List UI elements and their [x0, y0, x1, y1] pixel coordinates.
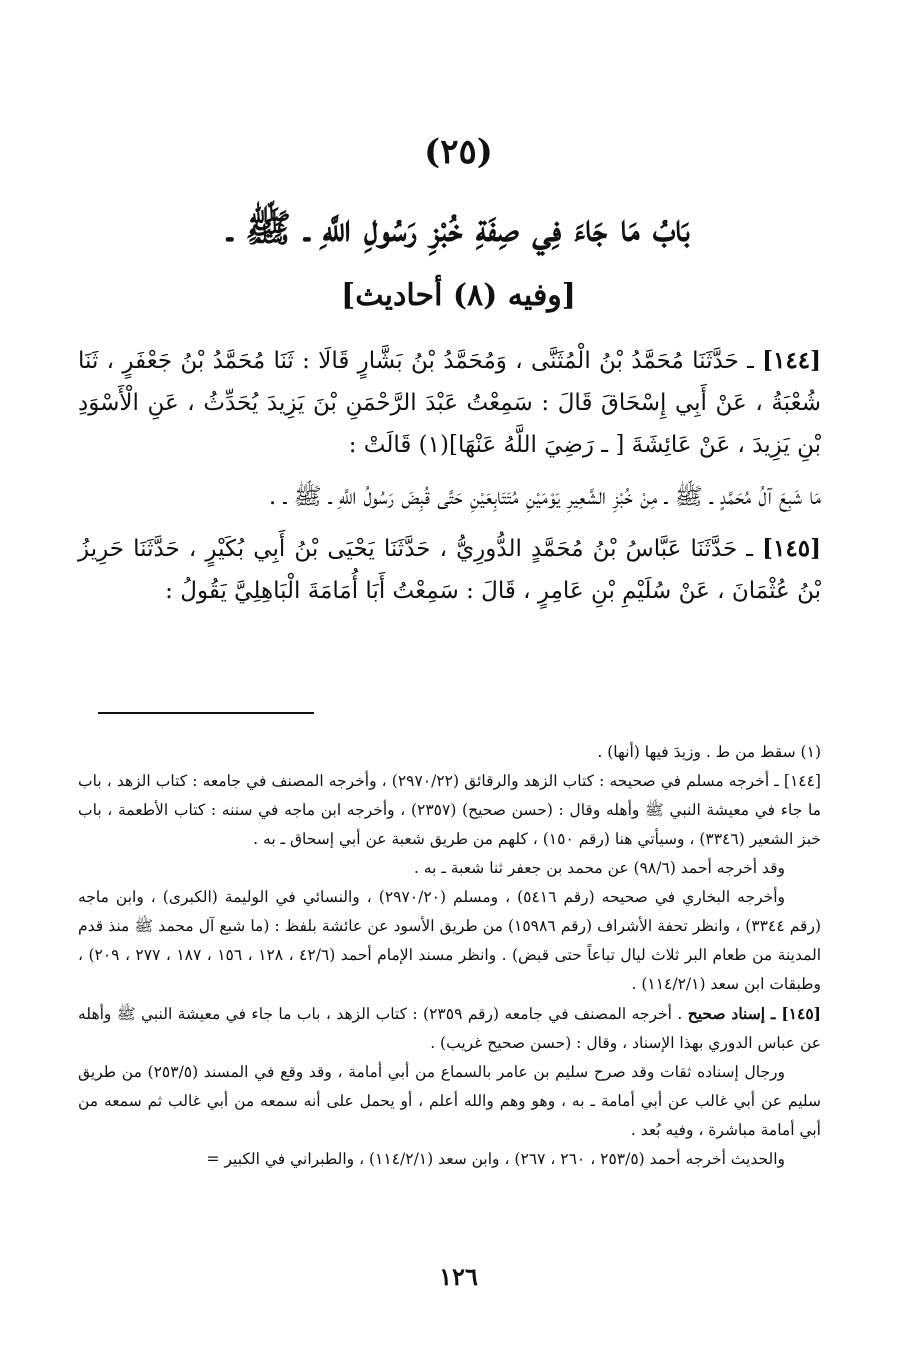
note-label: [١٤٤]: [783, 772, 821, 790]
hadith-number: [١٤٥]: [762, 535, 821, 562]
note-145-para-2: ورجال إسناده ثقات وقد صرح سليم بن عامر بالسماع من أبي أمامة ، وقد وقع في المسند (٢٥٣/٥) من طريق سليم عن أبي غالب عن أبي أمامة ـ به ، وهو وهم والله أعلم ، أو يحمل على أنه سمعه من أبي غالب ثم سمعه من أبي أمامة مباشرة ، وفيه بُعد .: [78, 1063, 821, 1139]
hadith-number: [١٤٤]: [762, 347, 821, 374]
hadith-144-isnad: [78, 340, 821, 466]
hadith-isnad-text: ـ حَدَّثَنَا مُحَمَّدُ بْنُ الْمُثَنَّى ، وَمُحَمَّدُ بْنُ بَشَّارٍ قَالَا : ثَنَا مُحَمَّدُ بْنُ جَعْفَرٍ ، ثَنَا شُعْبَةُ ، عَنْ أَبِي إِسْحَاقَ قَالَ : سَمِعْتُ عَبْدَ الرَّحْمَنِ بْنَ يَزِيدَ يُحَدِّثُ ، عَنِ الْأَسْوَدِ بْنِ يَزِيدَ ، عَنْ عَائِشَةَ [ ـ رَضِيَ اللَّهُ عَنْهَا](١) قَالَتْ :: [78, 348, 821, 458]
note-text: ـ أخرجه مسلم في صحيحه : كتاب الزهد والرقائق (٢٩٧٠/٢٢) ، وأخرجه المصنف في جامعه : كتاب الزهد ، باب ما جاء في معيشة النبي ﷺ وأهله وقال : (حسن صحيح) (٢٣٥٧) ، وأخرجه ابن ماجه في سننه : كتاب الأطعمة ، باب خبز الشعير (٣٣٤٦) ، وسيأتي هنا (رقم ١٥٠) ، كلهم من طريق شعبة عن أبي إسحاق ـ به .: [78, 772, 821, 848]
footnote-1: (١) سقط من ط . وزيدَ فيها (أنها) .: [597, 743, 821, 761]
note-text: . أخرجه المصنف في جامعه (رقم ٢٣٥٩) : كتاب الزهد ، باب ما جاء في معيشة النبي ﷺ وأهله عن عباس الدوري بهذا الإسناد ، وقال : (حسن صحيح غريب) .: [78, 1005, 821, 1052]
footnotes: [78, 738, 821, 1174]
footnote-divider: [98, 712, 314, 714]
note-144-para-3: وأخرجه البخاري في صحيحه (رقم ٥٤١٦) ، ومسلم (٢٩٧٠/٢٠) ، والنسائي في الوليمة (الكبرى) ، وابن ماجه (رقم ٣٣٤٤) ، وانظر تحفة الأشراف (رقم ١٥٩٨٦) من طريق الأسود عن عائشة بلفظ : (ما شبع آل محمد ﷺ منذ قدم المدينة من طعام البر ثلاث ليال تباعاً حتى قبض) . وانظر مسند الإمام أحمد (٤٢/٦ ، ١٢٨ ، ١٥٦ ، ١٨٧ ، ٢٧٧ ، ٢٠٩) ، وطبقات ابن سعد (١١٤/٢/١) .: [78, 888, 822, 993]
note-144: [78, 767, 821, 854]
page-number: ١٢٦: [439, 1262, 478, 1291]
note-145-para-3: والحديث أخرجه أحمد (٢٥٣/٥ ، ٢٦٠ ، ٢٦٧) ، وابن سعد (١١٤/٢/١) ، والطبراني في الكبير =: [206, 1150, 785, 1168]
hadith-145-isnad: [78, 528, 821, 612]
note-145: [78, 999, 821, 1058]
hadith-144-matn: مَا شَبِعَ آلُ مُحَمَّدٍ ـ ﷺ ـ مِنْ خُبْزِ الشَّعِيرِ يَوْمَيْنِ مُتَتَابِعَيْنِ حَتَّى قُبِضَ رَسُولُ اللَّهِ ـ ﷺ ـ .: [268, 484, 821, 510]
note-144-para-2: وقد أخرجه أحمد (٩٨/٦) عن محمد بن جعفر ثنا شعبة ـ به .: [413, 859, 785, 877]
hadith-isnad-text: ـ حَدَّثَنَا عَبَّاسُ بْنُ مُحَمَّدٍ الدُّورِيُّ ، حَدَّثَنَا يَحْيَى بْنُ أَبِي بُكَيْرٍ ، حَدَّثَنَا حَرِيزُ بْنُ عُثْمَانَ ، عَنْ سُلَيْمِ بْنِ عَامِرٍ ، قَالَ : سَمِعْتُ أَبَا أُمَامَةَ الْبَاهِلِيَّ يَقُولُ :: [78, 536, 821, 604]
chapter-title: بَابُ مَا جَاءَ فِي صِفَةِ خُبْزِ رَسُولِ اللَّهِ ـ ﷺ ـ: [227, 205, 690, 250]
chapter-number: (٢٥): [424, 132, 493, 172]
note-label: [١٤٥] ـ إسناد صحيح: [687, 1004, 821, 1023]
hadith-body: [78, 340, 821, 622]
chapter-subtitle: [وفيه (٨) أحاديث]: [341, 278, 576, 313]
